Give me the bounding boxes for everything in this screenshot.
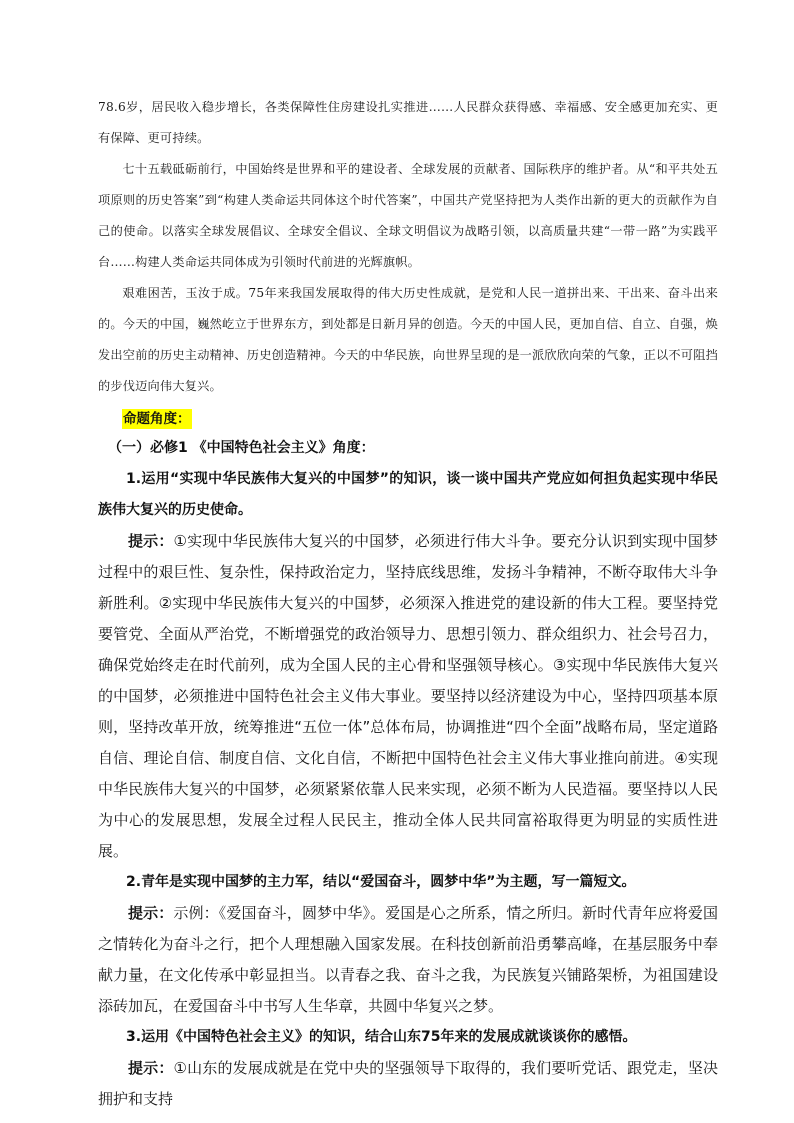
paragraph-achievements: 艰难困苦，玉汝于成。75年来我国发展取得的伟大历史性成就，是党和人民一道拼出来、干出来、奋斗出来的。今天的中国，巍然屹立于世界东方，到处都是日新月异的创造。今天的中国人民，更加自信、自立、自强，焕发出空前的历史主动精神、历史创造精神。今天的中华民族，向世界呈现的是一派欣欣向荣的气象，正以不可阻挡的步伐迈向伟大复兴。 <box>98 286 718 393</box>
topic-angle-highlight: 命题角度： <box>123 411 191 427</box>
question-number: 2. <box>126 874 142 890</box>
hint-label: 提示： <box>128 532 174 550</box>
answer-2 <box>98 898 718 1022</box>
hint-label: 提示： <box>128 904 174 922</box>
hint-text: ①实现中华民族伟大复兴的中国梦，必须进行伟大斗争。要充分认识到实现中国梦过程中的艰巨性、复杂性，保持政治定力，坚持底线思维，发扬斗争精神，不断夺取伟大斗争新胜利。②实现中华民族伟大复兴的中国梦，必须深入推进党的建设新的伟大工程。要坚持党要管党、全面从严治党，不断增强党的政治领导力、思想引领力、群众组织力、社会号召力，确保党始终走在时代前列，成为全国人民的主心骨和坚强领导核心。③实现中华民族伟大复兴的中国梦，必须推进中国特色社会主义伟大事业。要坚持以经济建设为中心，坚持四项基本原则，坚持改革开放，统筹推进“五位一体”总体布局，协调推进“四个全面”战略布局，坚定道路自信、理论自信、制度自信、文化自信，不断把中国特色社会主义伟大事业推向前进。④实现中华民族伟大复兴的中国梦，必须紧紧依靠人民来实现，必须不断为人民造福。要坚持以人民为中心的发展思想，发展全过程人民民主，推动全体人民共同富裕取得更为明显的实质性进展。 <box>98 532 718 860</box>
hint-text: 示例：《爱国奋斗，圆梦中华》。爱国是心之所系，情之所归。新时代青年应将爱国之情转化为奋斗之行，把个人理想融入国家发展。在科技创新前沿勇攀高峰，在基层服务中奉献力量，在文化传承中彰显担当。以青春之我、奋斗之我，为民族复兴铺路架桥，为祖国建设添砖加瓦，在爱国奋斗中书写人生华章，共圆中华复兴之梦。 <box>98 904 718 1015</box>
question-text: 运用“实现中华民族伟大复兴的中国梦”的知识，谈一谈中国共产党应如何担负起实现中华民族伟大复兴的历史使命。 <box>98 471 718 518</box>
hint-text: ①山东的发展成就是在党中央的坚强领导下取得的，我们要听党话、跟党走，坚决拥护和支持 <box>98 1059 718 1108</box>
document-body <box>98 92 718 1115</box>
question-number: 3. <box>126 1029 142 1045</box>
paragraph-peace: 七十五载砥砺前行，中国始终是世界和平的建设者、全球发展的贡献者、国际秩序的维护者。从“和平共处五项原则的历史答案”到“构建人类命运共同体这个时代答案”，中国共产党坚持把为人类作出新的更大的贡献作为自己的使命。以落实全球发展倡议、全球安全倡议、全球文明倡议为战略引领，以高质量共建“一带一路”为实践平台……构建人类命运共同体成为引领时代前进的光辉旗帜。 <box>98 162 718 269</box>
question-number: 1. <box>126 471 142 487</box>
hint-label: 提示： <box>128 1059 174 1077</box>
paragraph-continued: 78.6岁，居民收入稳步增长，各类保障性住房建设扎实推进……人民群众获得感、幸福感、安全感更加充实、更有保障、更可持续。 <box>98 100 718 145</box>
question-2 <box>98 867 718 898</box>
question-3 <box>98 1022 718 1053</box>
question-1 <box>98 464 718 526</box>
section-heading: （一）必修1 《中国特色社会主义》角度： <box>108 440 375 456</box>
question-text: 青年是实现中国梦的主力军，结以“爱国奋斗，圆梦中华”为主题，写一篇短文。 <box>141 874 636 890</box>
answer-1 <box>98 526 718 867</box>
question-text: 运用《中国特色社会主义》的知识，结合山东75年来的发展成就谈谈你的感悟。 <box>141 1029 637 1045</box>
answer-3 <box>98 1053 718 1115</box>
topic-angle-line <box>98 402 718 433</box>
